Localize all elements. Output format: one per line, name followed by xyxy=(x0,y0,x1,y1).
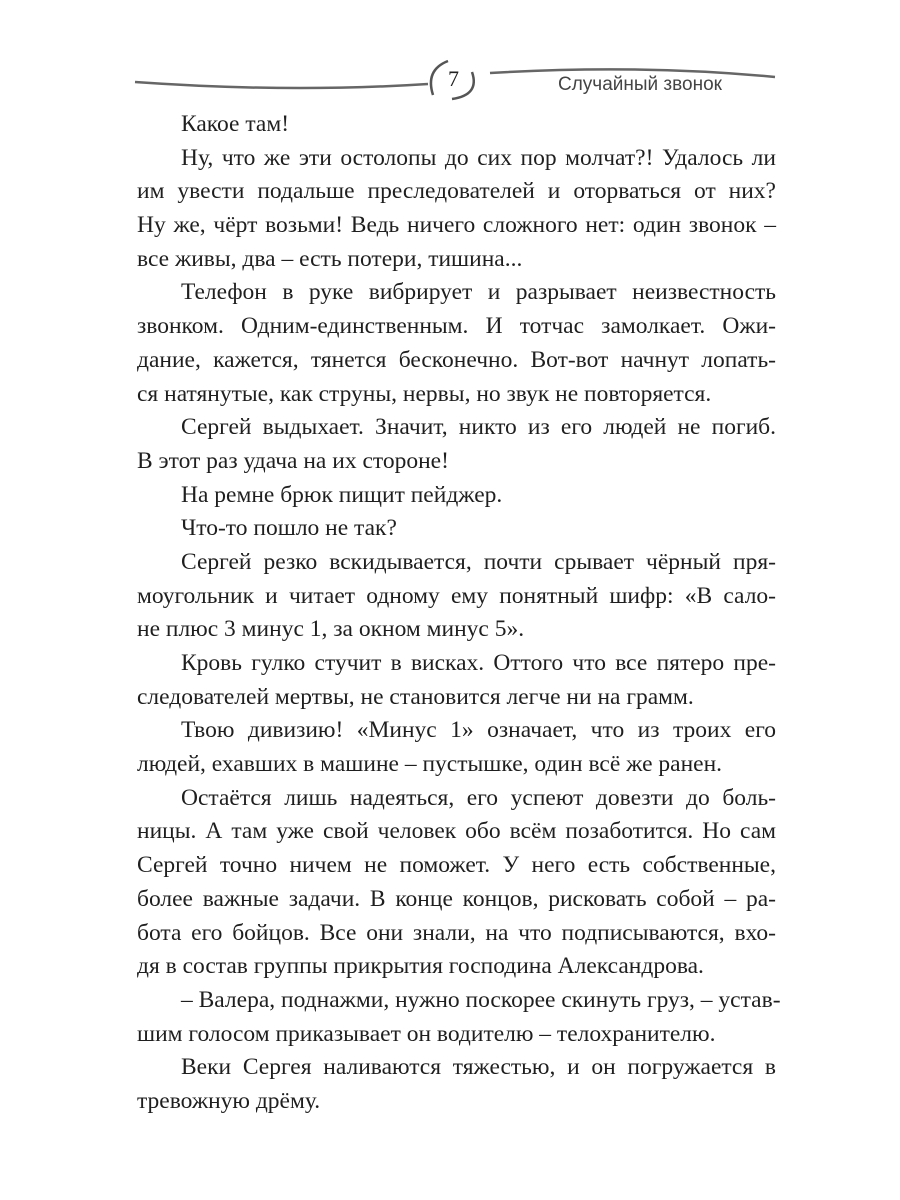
text-line: Сергей выдыхает. Значит, никто из его людей не погиб. xyxy=(181,414,776,441)
text-line: дя в состав группы прикрытия господина Александрова. xyxy=(137,953,704,980)
text-line: Твою дивизию! «Минус 1» означает, что из троих его xyxy=(181,717,776,744)
body-text xyxy=(137,108,781,1119)
paragraph xyxy=(137,984,781,1051)
page-header xyxy=(0,0,900,110)
running-title: Случайный звонок xyxy=(558,74,722,95)
text-line: Телефон в руке вибрирует и разрывает неизвестность xyxy=(181,279,776,306)
paragraph xyxy=(137,411,776,478)
page-number: 7 xyxy=(448,66,459,91)
text-line: более важные задачи. В конце концов, рисковать собой – ра- xyxy=(137,885,776,912)
text-line: ся натянутые, как струны, нервы, но звук не повторяется. xyxy=(137,380,712,407)
text-line: Остаётся лишь надеяться, его успеют довезти до боль- xyxy=(181,784,776,811)
paragraph xyxy=(137,276,776,411)
paragraph xyxy=(137,647,776,714)
text-line: людей, ехавших в машине – пустышке, один всё же ранен. xyxy=(137,751,723,778)
text-line: Ну, что же эти остолопы до сих пор молчат?! Удалось ли xyxy=(181,144,776,171)
text-line: – Валера, поднажми, нужно поскорее скинуть груз, – устав- xyxy=(181,986,781,1013)
text-line: Что-то пошло не так? xyxy=(181,515,397,542)
text-line: тревожную дрёму. xyxy=(137,1087,321,1114)
text-line: Какое там! xyxy=(181,111,290,137)
text-line: все живы, два – есть потери, тишина... xyxy=(137,245,523,272)
header-ornament xyxy=(0,0,900,110)
text-line: На ремне брюк пищит пейджер. xyxy=(181,481,503,508)
text-line: Ну же, чёрт возьми! Ведь ничего сложного нет: один звонок – xyxy=(137,212,776,239)
paragraph xyxy=(137,142,776,277)
text-line: шим голосом приказывает он водителю – телохранителю. xyxy=(137,1020,716,1047)
text-line: им увести подальше преследователей и оторваться от них? xyxy=(137,178,776,205)
text-line: следователей мертвы, не становится легче ни на грамм. xyxy=(137,683,694,710)
paragraph xyxy=(137,714,776,781)
text-line: Веки Сергея наливаются тяжестью, и он погружается в xyxy=(181,1054,776,1081)
paragraph xyxy=(137,108,776,142)
text-line: не плюс 3 минус 1, за окном минус 5». xyxy=(137,616,525,643)
paragraph xyxy=(137,1051,776,1118)
paragraph xyxy=(137,479,776,513)
text-line: моугольник и читает одному ему понятный шифр: «В сало- xyxy=(137,582,776,609)
text-line: В этот раз удача на их стороне! xyxy=(137,447,449,474)
text-line: бота его бойцов. Все они знали, на что подписываются, вхо- xyxy=(137,919,776,946)
text-line: звонком. Одним-единственным. И тотчас замолкает. Ожи- xyxy=(137,313,776,340)
paragraph xyxy=(137,512,776,546)
text-line: Сергей резко вскидывается, почти срывает чёрный пря- xyxy=(181,548,776,575)
text-line: дание, кажется, тянется бесконечно. Вот-вот начнут лопать- xyxy=(137,346,776,373)
text-line: Сергей точно ничем не поможет. У него есть собственные, xyxy=(137,852,776,879)
paragraph xyxy=(137,782,776,984)
text-line: Кровь гулко стучит в висках. Оттого что все пятеро пре- xyxy=(181,650,776,676)
paragraph xyxy=(137,546,776,647)
text-line: ницы. А там уже свой человек обо всём позаботится. Но сам xyxy=(137,818,776,845)
